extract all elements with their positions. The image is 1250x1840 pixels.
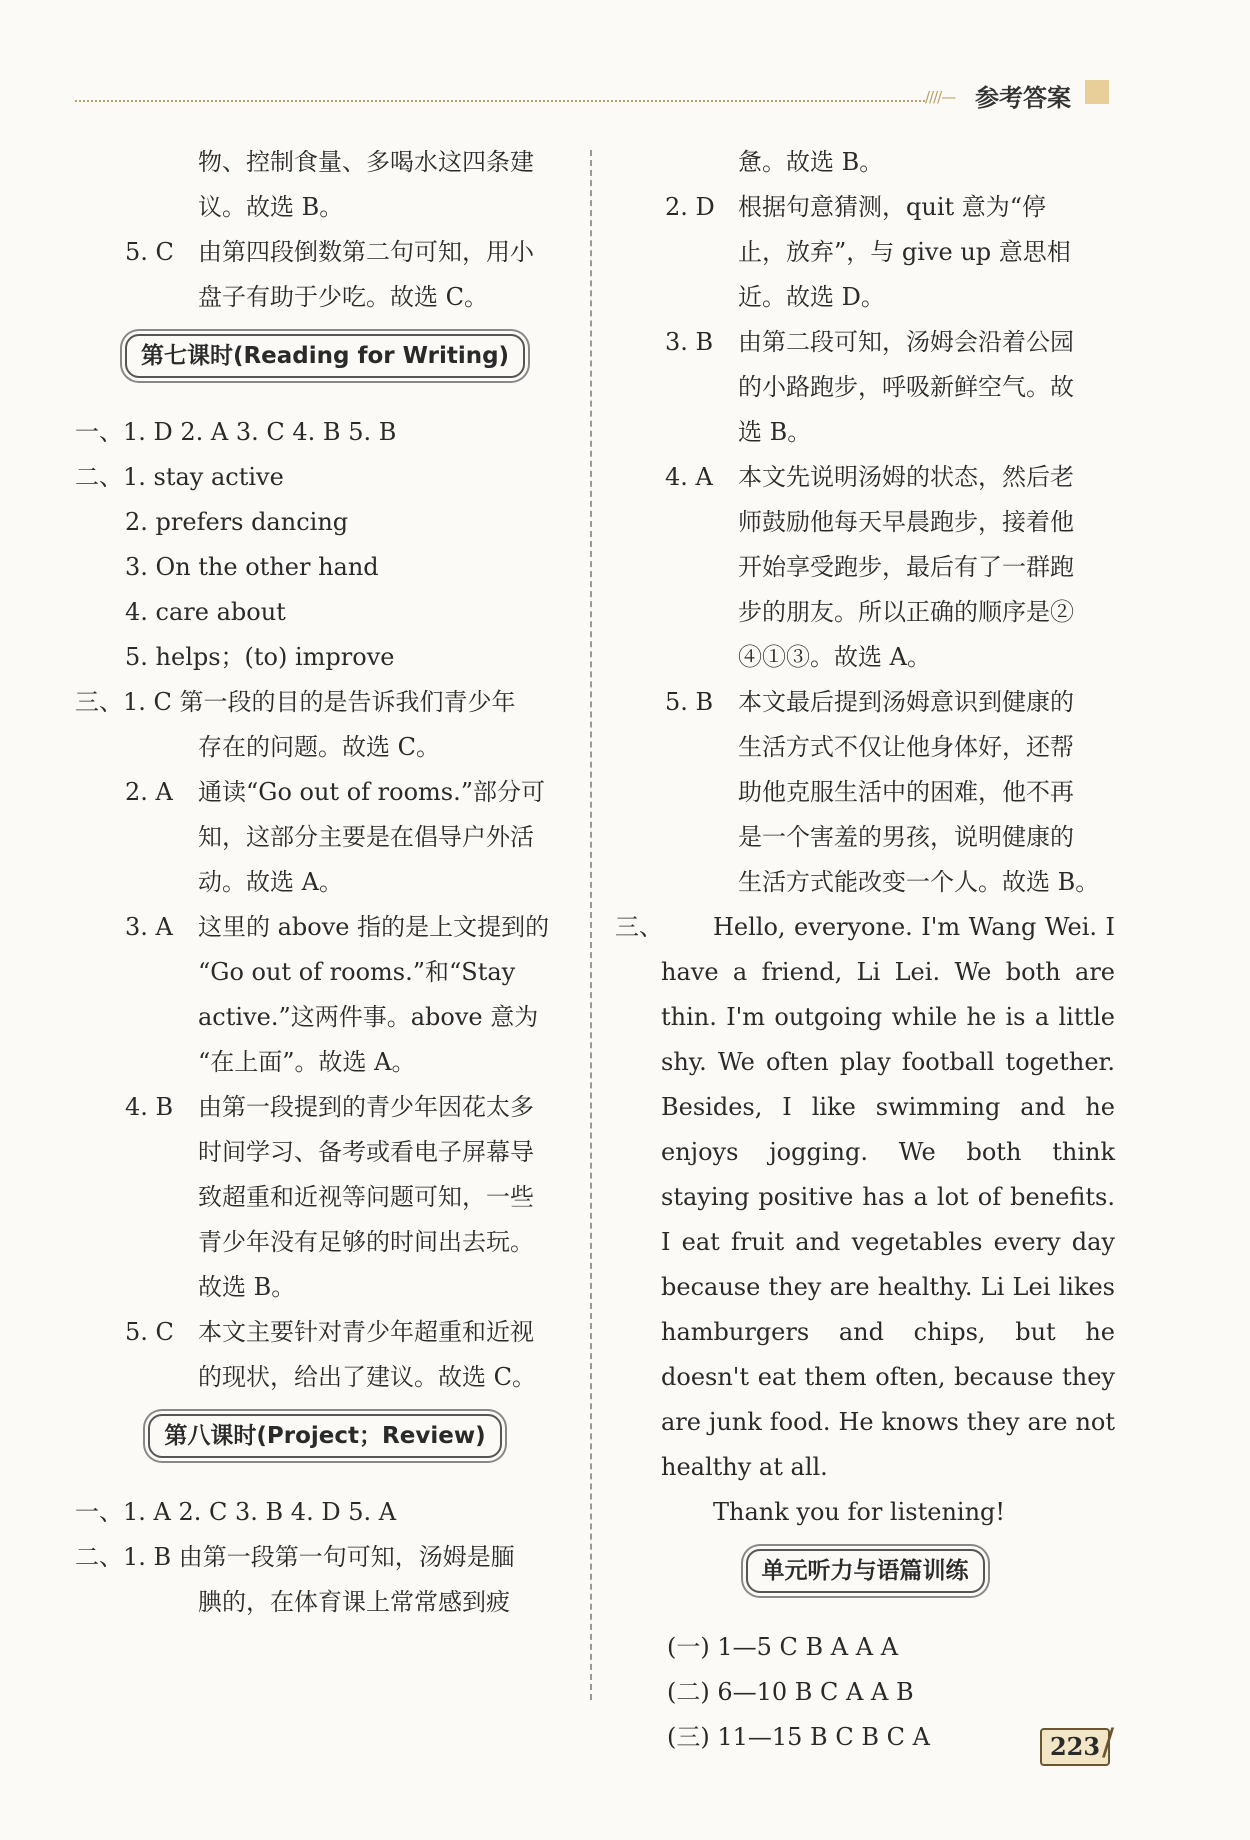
page-number: 223 — [1040, 1728, 1110, 1766]
answer-line — [615, 725, 1115, 770]
answer-text: 故选 B。 — [198, 1273, 296, 1301]
answer-line — [75, 1220, 575, 1265]
answer-line — [75, 545, 575, 590]
answer-text: 4. care about — [125, 598, 286, 626]
answer-text: 本文先说明汤姆的状态，然后老 — [738, 463, 1074, 491]
answer-text: 三、1. C 第一段的目的是告诉我们青少年 — [75, 688, 516, 716]
right-top-block — [615, 140, 1115, 905]
question-number: 3. B — [665, 328, 714, 356]
answer-text: 由第一段提到的青少年因花太多 — [198, 1093, 534, 1121]
answer-line — [615, 230, 1115, 275]
answer-text: 二、1. stay active — [75, 463, 284, 491]
answer-text: 生活方式不仅让他身体好，还帮 — [738, 733, 1074, 761]
answer-line — [75, 500, 575, 545]
answer-line — [615, 635, 1115, 680]
unit-heading — [615, 1535, 1115, 1625]
answer-text: 助他克服生活中的困难，他不再 — [738, 778, 1074, 806]
answer-line — [615, 680, 1115, 725]
question-number: 5. C — [125, 238, 174, 266]
right-column — [615, 140, 1115, 1760]
answer-text: 步的朋友。所以正确的顺序是② — [738, 598, 1074, 626]
answer-text: 2. prefers dancing — [125, 508, 349, 536]
answer-line — [75, 1130, 575, 1175]
answer-line — [75, 1040, 575, 1085]
answer-text: “Go out of rooms.”和“Stay — [198, 958, 516, 986]
answer-text: active.”这两件事。above 意为 — [198, 1003, 539, 1031]
header-rule — [75, 100, 925, 102]
answer-line — [615, 455, 1115, 500]
answer-line — [75, 860, 575, 905]
answer-text: 选 B。 — [738, 418, 812, 446]
answer-text: “在上面”。故选 A。 — [198, 1048, 416, 1076]
answer-text: (一) 1—5 C B A A A — [667, 1633, 899, 1661]
section-8-answers — [75, 1490, 575, 1625]
answer-line — [75, 590, 575, 635]
answer-line — [615, 500, 1115, 545]
answer-text: 的现状，给出了建议。故选 C。 — [198, 1363, 536, 1391]
essay-label: 三、 — [615, 913, 663, 941]
answer-line — [615, 185, 1115, 230]
question-number: 2. A — [125, 778, 173, 806]
answer-text: 物、控制食量、多喝水这四条建 — [198, 148, 534, 176]
answer-line — [615, 365, 1115, 410]
answer-line — [75, 680, 575, 725]
answer-line — [75, 1310, 575, 1355]
answer-line — [615, 1670, 1115, 1715]
answer-line — [75, 455, 575, 500]
answer-text: 生活方式能改变一个人。故选 B。 — [738, 868, 1100, 896]
answer-text: 的小路跑步，呼吸新鲜空气。故 — [738, 373, 1074, 401]
answer-line — [75, 905, 575, 950]
answer-text: 是一个害羞的男孩，说明健康的 — [738, 823, 1074, 851]
answer-line — [75, 140, 575, 185]
answer-text: 根据句意猜测，quit 意为“停 — [738, 193, 1047, 221]
answer-line — [615, 815, 1115, 860]
answer-line — [75, 995, 575, 1040]
answer-text: 二、1. B 由第一段第一句可知，汤姆是腼 — [75, 1543, 515, 1571]
section-7-answers — [75, 410, 575, 1400]
answer-line — [615, 860, 1115, 905]
answer-text: 由第四段倒数第二句可知，用小 — [198, 238, 534, 266]
answer-line — [615, 590, 1115, 635]
header-square-icon — [1085, 80, 1109, 104]
answer-line — [75, 1265, 575, 1310]
answer-line — [615, 545, 1115, 590]
answer-text: 动。故选 A。 — [198, 868, 343, 896]
answer-text: 致超重和近视等问题可知，一些 — [198, 1183, 534, 1211]
essay-paragraph — [615, 905, 1115, 1535]
answer-line — [75, 635, 575, 680]
answer-line — [75, 1175, 575, 1220]
answer-line — [615, 1625, 1115, 1670]
answer-text: 腆的，在体育课上常常感到疲 — [198, 1588, 510, 1616]
answer-text: 议。故选 B。 — [198, 193, 344, 221]
answer-text: 本文最后提到汤姆意识到健康的 — [738, 688, 1074, 716]
answer-text: 由第二段可知，汤姆会沿着公园 — [738, 328, 1074, 356]
question-number: 4. A — [665, 463, 713, 491]
answer-line — [615, 140, 1115, 185]
unit-title: 单元听力与语篇训练 — [746, 1549, 985, 1593]
answer-line — [75, 1580, 575, 1625]
answer-line — [75, 950, 575, 995]
section-8-title: 第八课时(Project；Review) — [148, 1414, 501, 1458]
answer-line — [75, 725, 575, 770]
answer-text: 近。故选 D。 — [738, 283, 885, 311]
answer-text: (二) 6—10 B C A A B — [667, 1678, 914, 1706]
question-number: 5. B — [665, 688, 714, 716]
answer-line — [75, 1490, 575, 1535]
answer-text: (三) 11—15 B C B C A — [667, 1723, 930, 1751]
answer-line — [75, 410, 575, 455]
answer-line — [75, 275, 575, 320]
answer-text: 一、1. D 2. A 3. C 4. B 5. B — [75, 418, 397, 446]
section-7-title: 第七课时(Reading for Writing) — [125, 334, 525, 378]
answer-line — [75, 1085, 575, 1130]
question-number: 2. D — [665, 193, 715, 221]
answer-line — [75, 185, 575, 230]
answer-line — [75, 815, 575, 860]
answer-text: 5. helps；(to) improve — [125, 643, 395, 671]
answer-text: 本文主要针对青少年超重和近视 — [198, 1318, 534, 1346]
answer-text: 3. On the other hand — [125, 553, 379, 581]
header-title: 参考答案 — [975, 84, 1071, 112]
left-column — [75, 140, 575, 1625]
answer-line — [615, 410, 1115, 455]
essay-text: Hello, everyone. I'm Wang Wei. I have a friend, Li Lei. We both are thin. I'm outgoing while he is a little shy. We often play football together. Besides, I like swimming and he enjoys jogging. We both think staying positive has a lot of benefits. I eat fruit and vegetables every day because they are healthy. Li Lei likes hamburgers and chips, but he doesn't eat them often, because they are junk food. He knows they are not healthy at all. — [661, 913, 1115, 1481]
answer-text: ④①③。故选 A。 — [738, 643, 931, 671]
answer-line — [75, 770, 575, 815]
answer-text: 盘子有助于少吃。故选 C。 — [198, 283, 488, 311]
answer-text: 一、1. A 2. C 3. B 4. D 5. A — [75, 1498, 397, 1526]
page-number-decoration: / — [1102, 1722, 1115, 1763]
answer-line — [615, 275, 1115, 320]
answer-text: 存在的问题。故选 C。 — [198, 733, 440, 761]
header-decoration: ////— — [925, 88, 956, 106]
answer-text: 这里的 above 指的是上文提到的 — [198, 913, 550, 941]
left-top-block — [75, 140, 575, 320]
answer-text: 时间学习、备考或看电子屏幕导 — [198, 1138, 534, 1166]
answer-text: 开始享受跑步，最后有了一群跑 — [738, 553, 1074, 581]
answer-text: 止，放弃”，与 give up 意思相 — [738, 238, 1071, 266]
question-number: 3. A — [125, 913, 173, 941]
answer-line — [615, 770, 1115, 815]
section-7-heading — [75, 320, 575, 410]
essay-closing: Thank you for listening! — [713, 1498, 1006, 1526]
section-8-heading — [75, 1400, 575, 1490]
answer-text: 师鼓励他每天早晨跑步，接着他 — [738, 508, 1074, 536]
answer-text: 通读“Go out of rooms.”部分可 — [198, 778, 546, 806]
answer-line — [75, 1535, 575, 1580]
answer-line — [75, 230, 575, 275]
essay-block — [615, 905, 1115, 1535]
answer-text: 惫。故选 B。 — [738, 148, 884, 176]
question-number: 4. B — [125, 1093, 174, 1121]
answer-line — [75, 1355, 575, 1400]
answer-text: 青少年没有足够的时间出去玩。 — [198, 1228, 534, 1256]
answer-text: 知，这部分主要是在倡导户外活 — [198, 823, 534, 851]
question-number: 5. C — [125, 1318, 174, 1346]
answer-line — [615, 320, 1115, 365]
column-divider — [590, 150, 592, 1700]
